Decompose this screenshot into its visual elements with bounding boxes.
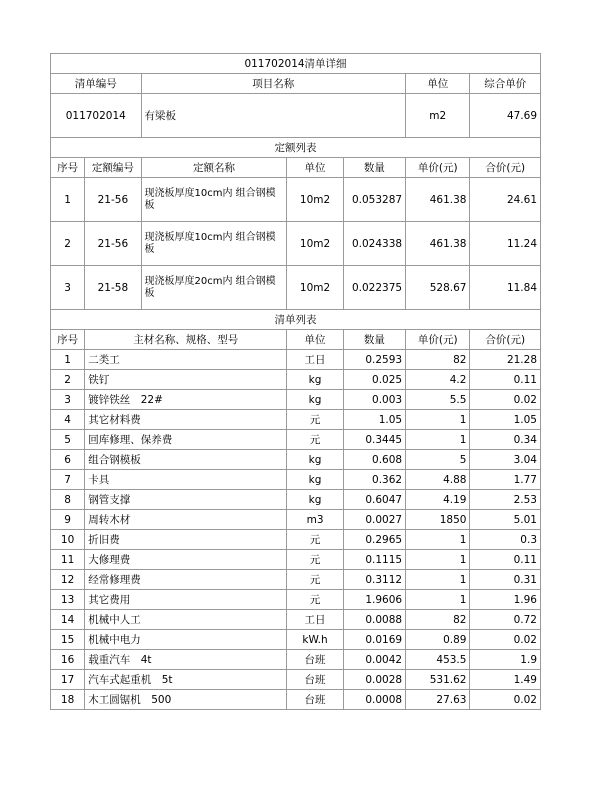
list-no: 15 <box>51 630 85 650</box>
list-row <box>51 530 541 550</box>
quota-header-qty: 数量 <box>343 158 405 178</box>
list-row <box>51 350 541 370</box>
list-header-price: 单价(元) <box>406 330 470 350</box>
list-no: 7 <box>51 470 85 490</box>
list-qty: 0.0028 <box>343 670 405 690</box>
list-unit: 台班 <box>287 650 343 670</box>
list-no: 1 <box>51 350 85 370</box>
quota-code: 21-56 <box>85 178 141 222</box>
quota-no: 1 <box>51 178 85 222</box>
quota-header-name: 定额名称 <box>141 158 287 178</box>
list-unit: kg <box>287 470 343 490</box>
list-total: 0.72 <box>470 610 541 630</box>
list-row <box>51 490 541 510</box>
quota-section-title: 定额列表 <box>51 138 541 158</box>
bill-header-name: 项目名称 <box>141 74 406 94</box>
list-qty: 0.0088 <box>343 610 405 630</box>
list-name: 机械中人工 <box>85 610 287 630</box>
list-unit: 元 <box>287 570 343 590</box>
list-unit: 工日 <box>287 350 343 370</box>
list-price: 1 <box>406 570 470 590</box>
list-row <box>51 650 541 670</box>
list-no: 9 <box>51 510 85 530</box>
list-name: 铁钉 <box>85 370 287 390</box>
list-total: 0.11 <box>470 550 541 570</box>
list-unit: kg <box>287 450 343 470</box>
list-section-title: 清单列表 <box>51 310 541 330</box>
list-unit: 元 <box>287 410 343 430</box>
list-price: 4.19 <box>406 490 470 510</box>
list-price: 1850 <box>406 510 470 530</box>
list-qty: 0.1115 <box>343 550 405 570</box>
list-total: 0.11 <box>470 370 541 390</box>
list-unit: kW.h <box>287 630 343 650</box>
quota-name: 现浇板厚度20cm内 组合钢模板 <box>141 266 287 310</box>
quota-row <box>51 178 541 222</box>
list-name: 折旧费 <box>85 530 287 550</box>
list-qty: 0.3112 <box>343 570 405 590</box>
list-qty: 0.362 <box>343 470 405 490</box>
list-unit: m3 <box>287 510 343 530</box>
list-row <box>51 610 541 630</box>
list-price: 0.89 <box>406 630 470 650</box>
page-title: 011702014清单详细 <box>51 54 541 74</box>
list-name: 大修理费 <box>85 550 287 570</box>
list-qty: 1.9606 <box>343 590 405 610</box>
quota-price: 461.38 <box>406 178 470 222</box>
bill-code: 011702014 <box>51 94 142 138</box>
list-name: 回库修理、保养费 <box>85 430 287 450</box>
quota-total: 11.24 <box>470 222 541 266</box>
bill-detail-table <box>50 53 541 710</box>
list-no: 3 <box>51 390 85 410</box>
list-row <box>51 390 541 410</box>
list-total: 1.96 <box>470 590 541 610</box>
list-row <box>51 590 541 610</box>
list-price: 5.5 <box>406 390 470 410</box>
quota-name: 现浇板厚度10cm内 组合钢模板 <box>141 178 287 222</box>
list-total: 0.34 <box>470 430 541 450</box>
list-no: 5 <box>51 430 85 450</box>
list-no: 8 <box>51 490 85 510</box>
list-unit: 元 <box>287 530 343 550</box>
list-name: 组合钢模板 <box>85 450 287 470</box>
list-no: 4 <box>51 410 85 430</box>
list-name: 周转木材 <box>85 510 287 530</box>
quota-header-code: 定额编号 <box>85 158 141 178</box>
list-name: 机械中电力 <box>85 630 287 650</box>
list-total: 2.53 <box>470 490 541 510</box>
bill-row <box>51 94 541 138</box>
list-row <box>51 510 541 530</box>
list-header-no: 序号 <box>51 330 85 350</box>
list-name: 其它材料费 <box>85 410 287 430</box>
list-header-row <box>51 330 541 350</box>
list-total: 0.02 <box>470 390 541 410</box>
list-qty: 1.05 <box>343 410 405 430</box>
quota-price: 461.38 <box>406 222 470 266</box>
list-price: 82 <box>406 610 470 630</box>
list-qty: 0.0042 <box>343 650 405 670</box>
quota-unit: 10m2 <box>287 178 343 222</box>
list-total: 0.02 <box>470 630 541 650</box>
bill-name: 有梁板 <box>141 94 406 138</box>
list-section-title-row <box>51 310 541 330</box>
bill-detail-sheet <box>50 53 541 710</box>
bill-header-price: 综合单价 <box>470 74 541 94</box>
list-no: 18 <box>51 690 85 710</box>
list-qty: 0.6047 <box>343 490 405 510</box>
quota-header-price: 单价(元) <box>406 158 470 178</box>
quota-header-total: 合价(元) <box>470 158 541 178</box>
list-price: 1 <box>406 410 470 430</box>
quota-row <box>51 222 541 266</box>
list-name: 钢管支撑 <box>85 490 287 510</box>
list-row <box>51 370 541 390</box>
list-total: 0.02 <box>470 690 541 710</box>
list-no: 17 <box>51 670 85 690</box>
quota-no: 3 <box>51 266 85 310</box>
list-total: 5.01 <box>470 510 541 530</box>
list-no: 10 <box>51 530 85 550</box>
list-total: 21.28 <box>470 350 541 370</box>
quota-total: 11.84 <box>470 266 541 310</box>
list-row <box>51 470 541 490</box>
list-qty: 0.0169 <box>343 630 405 650</box>
quota-code: 21-58 <box>85 266 141 310</box>
list-header-qty: 数量 <box>343 330 405 350</box>
quota-header-no: 序号 <box>51 158 85 178</box>
list-price: 5 <box>406 450 470 470</box>
list-no: 13 <box>51 590 85 610</box>
list-price: 1 <box>406 430 470 450</box>
list-unit: 台班 <box>287 670 343 690</box>
list-row <box>51 690 541 710</box>
list-name: 其它费用 <box>85 590 287 610</box>
list-name: 卡具 <box>85 470 287 490</box>
list-total: 1.49 <box>470 670 541 690</box>
list-price: 27.63 <box>406 690 470 710</box>
list-row <box>51 550 541 570</box>
list-header-unit: 单位 <box>287 330 343 350</box>
quota-name: 现浇板厚度10cm内 组合钢模板 <box>141 222 287 266</box>
list-price: 4.88 <box>406 470 470 490</box>
list-qty: 0.025 <box>343 370 405 390</box>
list-no: 14 <box>51 610 85 630</box>
list-qty: 0.0027 <box>343 510 405 530</box>
list-total: 0.3 <box>470 530 541 550</box>
bill-header-code: 清单编号 <box>51 74 142 94</box>
bill-header-row <box>51 74 541 94</box>
list-price: 82 <box>406 350 470 370</box>
list-price: 453.5 <box>406 650 470 670</box>
quota-no: 2 <box>51 222 85 266</box>
list-total: 1.05 <box>470 410 541 430</box>
list-total: 0.31 <box>470 570 541 590</box>
title-row <box>51 54 541 74</box>
list-header-name: 主材名称、规格、型号 <box>85 330 287 350</box>
quota-unit: 10m2 <box>287 266 343 310</box>
bill-price: 47.69 <box>470 94 541 138</box>
quota-row <box>51 266 541 310</box>
list-no: 2 <box>51 370 85 390</box>
list-price: 531.62 <box>406 670 470 690</box>
list-price: 1 <box>406 590 470 610</box>
list-row <box>51 450 541 470</box>
list-no: 11 <box>51 550 85 570</box>
quota-qty: 0.022375 <box>343 266 405 310</box>
list-name: 载重汽车 4t <box>85 650 287 670</box>
list-no: 12 <box>51 570 85 590</box>
list-row <box>51 630 541 650</box>
quota-header-unit: 单位 <box>287 158 343 178</box>
list-qty: 0.3445 <box>343 430 405 450</box>
list-unit: kg <box>287 390 343 410</box>
list-unit: kg <box>287 490 343 510</box>
list-price: 1 <box>406 530 470 550</box>
list-unit: 元 <box>287 430 343 450</box>
list-unit: 工日 <box>287 610 343 630</box>
list-row <box>51 410 541 430</box>
list-no: 16 <box>51 650 85 670</box>
list-qty: 0.003 <box>343 390 405 410</box>
list-total: 3.04 <box>470 450 541 470</box>
list-total: 1.9 <box>470 650 541 670</box>
list-total: 1.77 <box>470 470 541 490</box>
bill-header-unit: 单位 <box>406 74 470 94</box>
list-header-total: 合价(元) <box>470 330 541 350</box>
list-row <box>51 430 541 450</box>
list-qty: 0.0008 <box>343 690 405 710</box>
quota-qty: 0.053287 <box>343 178 405 222</box>
list-price: 4.2 <box>406 370 470 390</box>
list-unit: kg <box>287 370 343 390</box>
list-row <box>51 570 541 590</box>
quota-header-row <box>51 158 541 178</box>
quota-code: 21-56 <box>85 222 141 266</box>
list-no: 6 <box>51 450 85 470</box>
list-name: 经常修理费 <box>85 570 287 590</box>
list-qty: 0.2593 <box>343 350 405 370</box>
quota-section-title-row <box>51 138 541 158</box>
list-qty: 0.2965 <box>343 530 405 550</box>
list-name: 木工圆锯机 500 <box>85 690 287 710</box>
list-row <box>51 670 541 690</box>
quota-price: 528.67 <box>406 266 470 310</box>
list-name: 二类工 <box>85 350 287 370</box>
list-unit: 台班 <box>287 690 343 710</box>
list-unit: 元 <box>287 590 343 610</box>
quota-total: 24.61 <box>470 178 541 222</box>
list-name: 镀锌铁丝 22# <box>85 390 287 410</box>
list-qty: 0.608 <box>343 450 405 470</box>
list-price: 1 <box>406 550 470 570</box>
list-unit: 元 <box>287 550 343 570</box>
quota-unit: 10m2 <box>287 222 343 266</box>
list-name: 汽车式起重机 5t <box>85 670 287 690</box>
bill-unit: m2 <box>406 94 470 138</box>
quota-qty: 0.024338 <box>343 222 405 266</box>
